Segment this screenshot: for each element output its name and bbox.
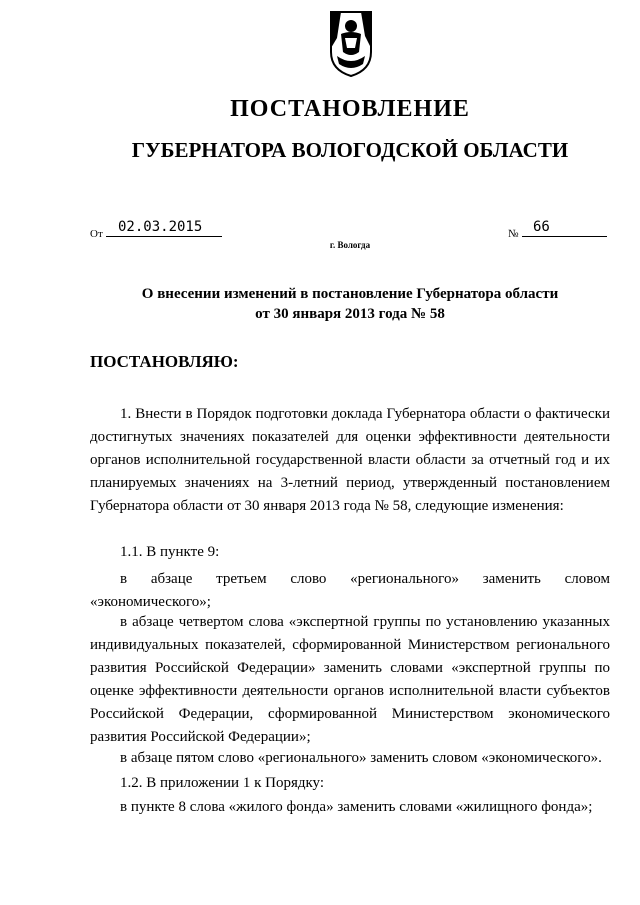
document-city: г. Вологда — [329, 240, 371, 250]
number-prefix: № — [508, 228, 519, 240]
paragraph-5: в пункте 8 слова «жилого фонда» заменить словами «жилищного фонда»; — [120, 799, 593, 815]
paragraph-3: в абзаце четвертом слова «экспертной группы по установлению указанных индивидуальных показателей, сформированной Министерством регионального развития Российской Федерации» заменить словами «экспертной группы по оценке эффективности деятельности органов исполнительной власти субъектов Российской Федерации, сформированной Министерством экономического развития Российской Федерации»; — [90, 614, 610, 745]
document-number: 66 — [533, 219, 550, 235]
word: словом — [564, 571, 610, 587]
word: «регионального» — [350, 571, 459, 587]
word: заменить — [482, 571, 541, 587]
paragraph-2-tail: «экономического»; — [90, 594, 211, 610]
subject-line-1: О внесении изменений в постановление Губернатора области — [141, 286, 559, 302]
subitem-1-2: 1.2. В приложении 1 к Порядку: — [120, 775, 325, 791]
document-title: ПОСТАНОВЛЕНИЕ — [230, 96, 470, 122]
date-prefix: От — [90, 228, 103, 240]
paragraph-2-first-line — [120, 571, 610, 588]
subject-line-2: от 30 января 2013 года № 58 — [255, 306, 445, 322]
date-underline — [106, 236, 222, 237]
word: в — [120, 571, 128, 587]
document-date: 02.03.2015 — [118, 219, 203, 235]
vologda-coat-of-arms-icon — [327, 8, 375, 78]
word: слово — [290, 571, 327, 587]
word: третьем — [216, 571, 267, 587]
paragraph-1: 1. Внести в Порядок подготовки доклада Губернатора области о фактически достигнутых значениях показателей для оценки эффективности деятельности органов исполнительной государственной власти области за отчетный год и их планируемых значениях на 3-летний период, утвержденный постановлением Губернатора области от 30 января 2013 года № 58, следующие изменения: — [90, 406, 610, 514]
word: абзаце — [150, 571, 193, 587]
number-underline — [522, 236, 607, 237]
paragraph-4: в абзаце пятом слово «регионального» заменить словом «экономического». — [120, 750, 602, 766]
document-subtitle: ГУБЕРНАТОРА ВОЛОГОДСКОЙ ОБЛАСТИ — [131, 138, 569, 162]
decree-word: ПОСТАНОВЛЯЮ: — [90, 352, 239, 371]
subitem-1-1: 1.1. В пункте 9: — [120, 544, 220, 560]
